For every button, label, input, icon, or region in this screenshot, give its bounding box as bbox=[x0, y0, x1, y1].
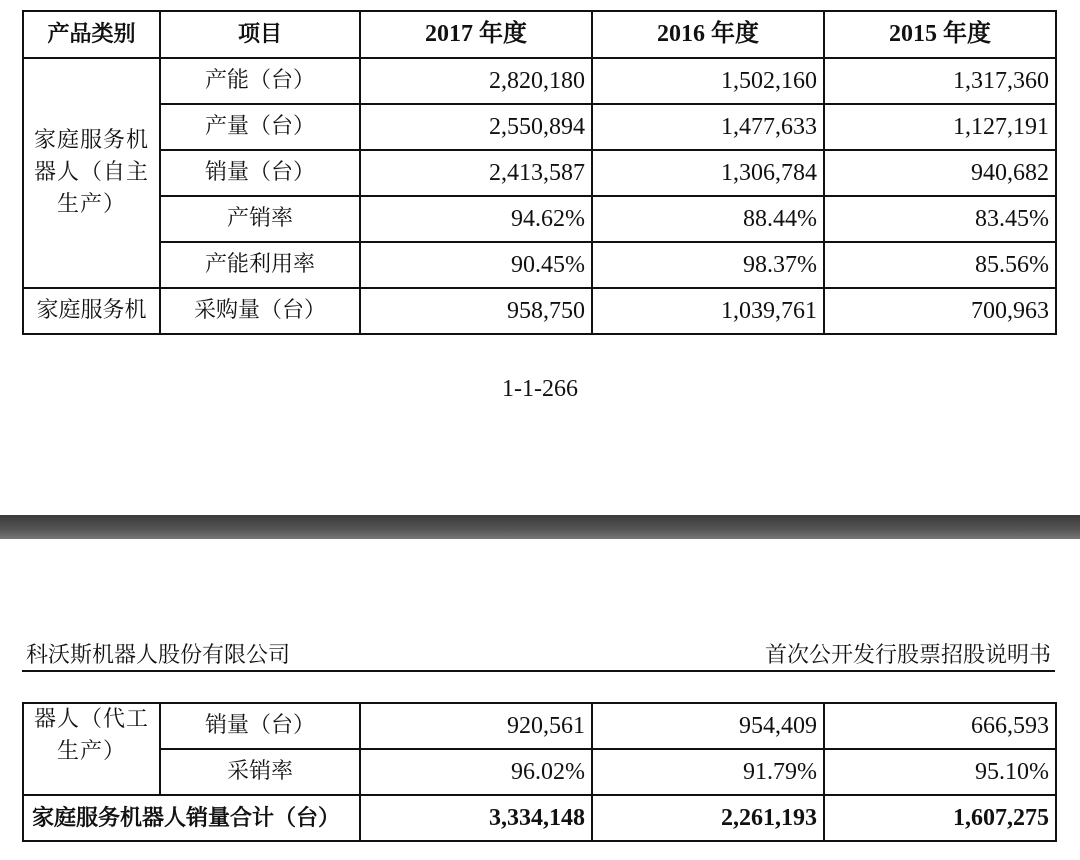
value-2016: 88.44% bbox=[592, 196, 824, 242]
value-2016: 1,502,160 bbox=[592, 58, 824, 104]
table-row bbox=[23, 242, 1056, 288]
value-2017: 2,820,180 bbox=[360, 58, 592, 104]
document-title: 首次公开发行股票招股说明书 bbox=[764, 643, 1051, 668]
total-row bbox=[23, 795, 1056, 841]
value-2017: 94.62% bbox=[360, 196, 592, 242]
page-number: 1-1-266 bbox=[502, 376, 578, 402]
value-2015: 85.56% bbox=[824, 242, 1056, 288]
header-2015: 2015 年度 bbox=[824, 11, 1056, 58]
value-2015: 1,317,360 bbox=[824, 58, 1056, 104]
value-2015: 83.45% bbox=[824, 196, 1056, 242]
oem-sales-table bbox=[22, 702, 1057, 842]
category-self-produced: 家庭服务机器人（自主生产） bbox=[23, 58, 160, 288]
table-row bbox=[23, 150, 1056, 196]
value-2016: 91.79% bbox=[592, 749, 824, 795]
row-item: 销量（台） bbox=[160, 703, 360, 749]
category-oem: 器人（代工生产） bbox=[23, 703, 160, 795]
value-2017: 2,413,587 bbox=[360, 150, 592, 196]
header-category: 产品类别 bbox=[23, 11, 160, 58]
value-2016: 954,409 bbox=[592, 703, 824, 749]
total-2017: 3,334,148 bbox=[360, 795, 592, 841]
value-2017: 920,561 bbox=[360, 703, 592, 749]
header-2017: 2017 年度 bbox=[360, 11, 592, 58]
row-item: 产量（台） bbox=[160, 104, 360, 150]
value-2017: 90.45% bbox=[360, 242, 592, 288]
row-item: 产能利用率 bbox=[160, 242, 360, 288]
value-2017: 958,750 bbox=[360, 288, 592, 334]
company-name: 科沃斯机器人股份有限公司 bbox=[26, 643, 291, 668]
total-2016: 2,261,193 bbox=[592, 795, 824, 841]
table-row bbox=[23, 288, 1056, 334]
value-2016: 1,306,784 bbox=[592, 150, 824, 196]
table-row bbox=[23, 703, 1056, 749]
value-2015: 666,593 bbox=[824, 703, 1056, 749]
table-row bbox=[23, 104, 1056, 150]
total-label: 家庭服务机器人销量合计（台） bbox=[23, 795, 360, 841]
table-row bbox=[23, 196, 1056, 242]
header-item: 项目 bbox=[160, 11, 360, 58]
category-purchased: 家庭服务机 bbox=[23, 288, 160, 334]
value-2016: 98.37% bbox=[592, 242, 824, 288]
value-2015: 1,127,191 bbox=[824, 104, 1056, 150]
value-2016: 1,477,633 bbox=[592, 104, 824, 150]
page-divider bbox=[0, 515, 1080, 539]
row-item: 采购量（台） bbox=[160, 288, 360, 334]
production-sales-table bbox=[22, 10, 1057, 335]
row-item: 产能（台） bbox=[160, 58, 360, 104]
table-row bbox=[23, 58, 1056, 104]
row-item: 销量（台） bbox=[160, 150, 360, 196]
page-header bbox=[22, 638, 1055, 672]
value-2015: 95.10% bbox=[824, 749, 1056, 795]
table-row bbox=[23, 749, 1056, 795]
header-2016: 2016 年度 bbox=[592, 11, 824, 58]
value-2015: 700,963 bbox=[824, 288, 1056, 334]
value-2015: 940,682 bbox=[824, 150, 1056, 196]
row-item: 产销率 bbox=[160, 196, 360, 242]
value-2016: 1,039,761 bbox=[592, 288, 824, 334]
value-2017: 96.02% bbox=[360, 749, 592, 795]
table-header-row bbox=[23, 11, 1056, 58]
value-2017: 2,550,894 bbox=[360, 104, 592, 150]
total-2015: 1,607,275 bbox=[824, 795, 1056, 841]
row-item: 采销率 bbox=[160, 749, 360, 795]
